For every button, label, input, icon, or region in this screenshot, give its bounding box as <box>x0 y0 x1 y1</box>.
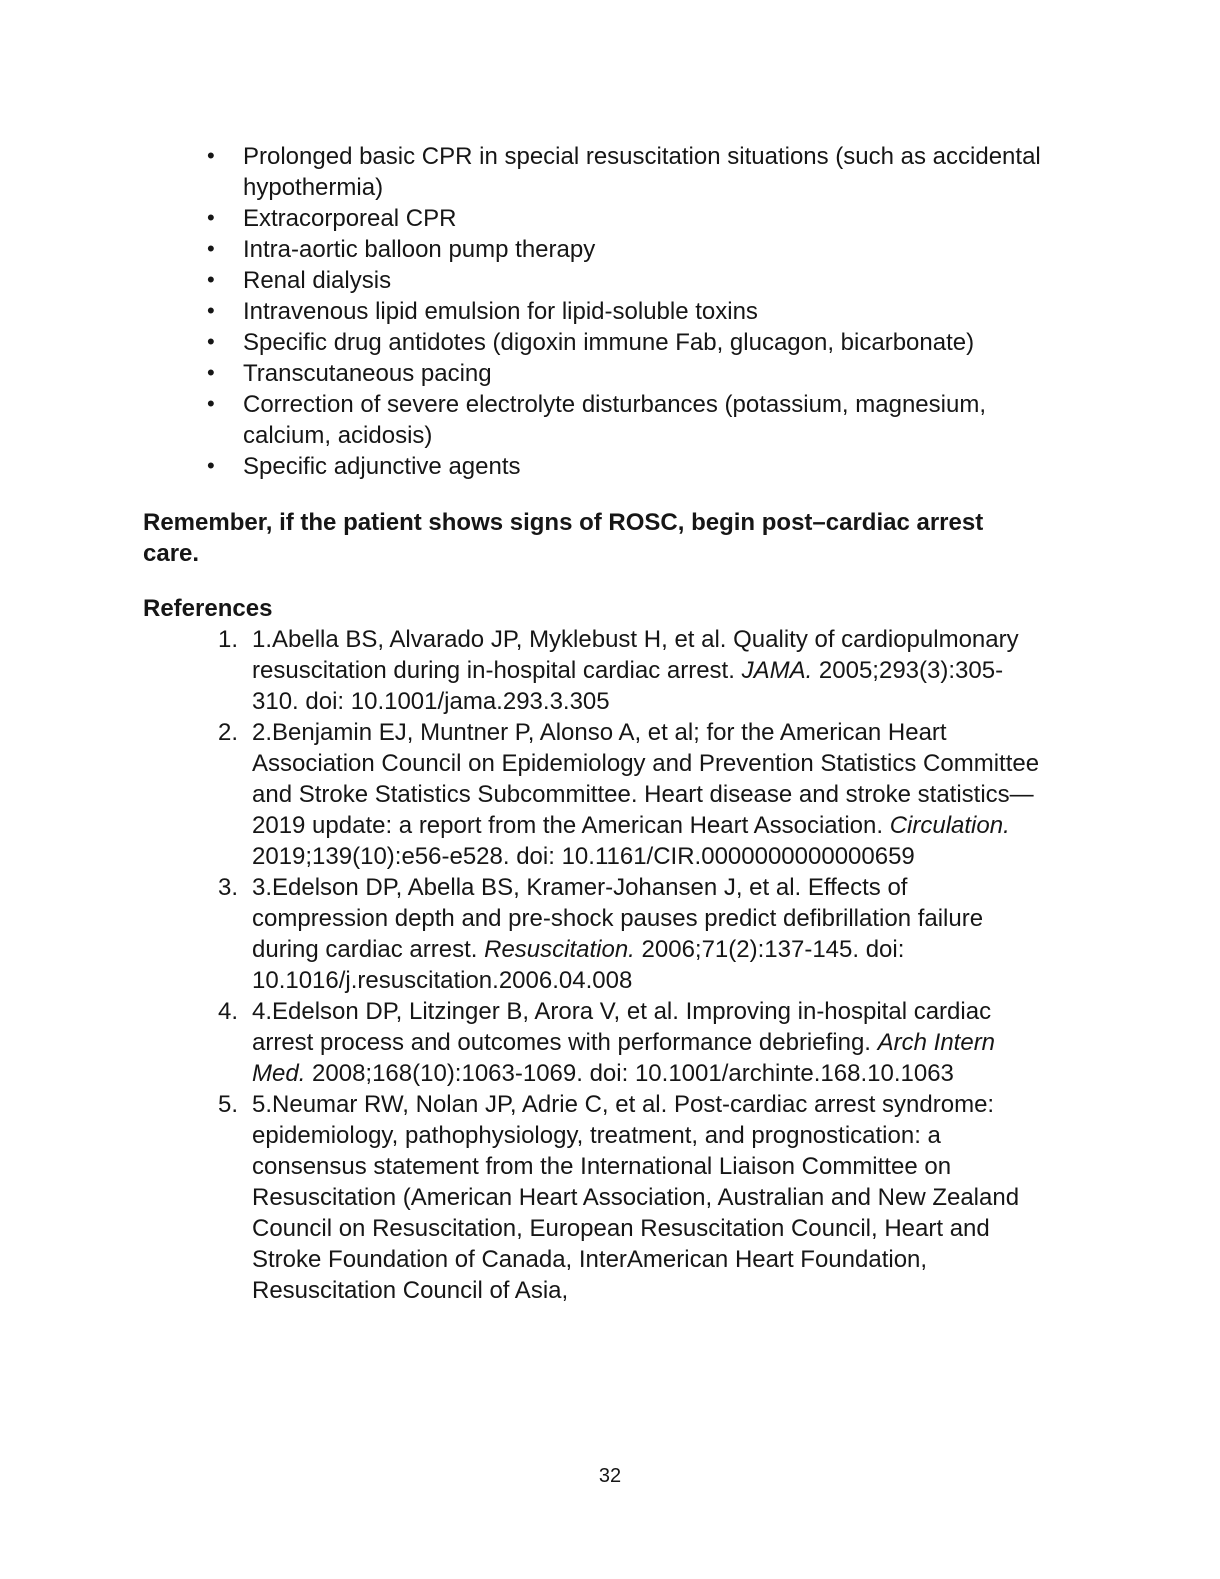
journal-name: JAMA. <box>741 657 813 684</box>
reference-item <box>143 717 1110 872</box>
reference-text <box>252 1089 1042 1306</box>
reference-text <box>252 624 1042 717</box>
reference-item <box>143 1089 1110 1306</box>
reference-text-segment: 2.Benjamin EJ, Muntner P, Alonso A, et al; for the American Heart Association Council on Epidemiology and Prevention Statistics Committee and Stroke Statistics Subcommittee. Heart disease and stroke statistics—2019 update: a report from the American Heart Association. <box>252 719 1040 839</box>
reference-text <box>252 872 1042 996</box>
rosc-note: Remember, if the patient shows signs of ROSC, begin post–cardiac arrest care. <box>143 509 984 567</box>
reference-item <box>143 624 1110 717</box>
adjunct-therapies-list <box>143 141 1058 482</box>
references-list <box>143 624 1110 1306</box>
reference-text-segment: 3.Edelson DP, Abella BS, Kramer-Johansen J, et al. Effects of compression depth and pre-shock pauses predict defibrillation failure during cardiac arrest. <box>252 874 984 963</box>
reference-text-segment: 2019;139(10):e56-e528. doi: 10.1161/CIR.0000000000000659 <box>252 843 915 870</box>
reference-text-segment: 4.Edelson DP, Litzinger B, Arora V, et al. Improving in-hospital cardiac arrest process and outcomes with performance debriefing. <box>252 998 992 1056</box>
reference-text-segment: 2006;71(2):137-145. doi: 10.1016/j.resuscitation.2006.04.008 <box>252 936 905 994</box>
list-item: • Prolonged basic CPR in special resuscitation situations (such as accidental hypothermia) <box>143 141 1053 203</box>
reference-text-segment: 1.Abella BS, Alvarado JP, Myklebust H, et al. Quality of cardiopulmonary resuscitation during in-hospital cardiac arrest. <box>252 626 1019 684</box>
list-item: • Correction of severe electrolyte disturbances (potassium, magnesium, calcium, acidosis) <box>143 389 1053 451</box>
journal-name: Arch Intern Med. <box>252 1029 996 1087</box>
reference-number: 3. <box>218 874 239 901</box>
reference-text-segment: 2008;168(10):1063-1069. doi: 10.1001/archinte.168.10.1063 <box>305 1060 954 1087</box>
reference-number: 1. <box>218 626 239 653</box>
list-item: • Intra-aortic balloon pump therapy <box>143 234 1053 265</box>
reference-text <box>252 717 1042 872</box>
journal-name: Circulation. <box>889 812 1010 839</box>
list-item: • Specific drug antidotes (digoxin immune Fab, glucagon, bicarbonate) <box>143 327 1053 358</box>
list-item: • Intravenous lipid emulsion for lipid-soluble toxins <box>143 296 1053 327</box>
reference-number: 5. <box>218 1091 239 1118</box>
reference-text-segment: 2005;293(3):305-310. doi: 10.1001/jama.293.3.305 <box>252 657 1004 715</box>
journal-name: Resuscitation. <box>484 936 635 963</box>
reference-item <box>143 872 1110 996</box>
reference-text-segment: 5.Neumar RW, Nolan JP, Adrie C, et al. Post-cardiac arrest syndrome: epidemiology, pathophysiology, treatment, and prognostication: a consensus statement from the International Liaison Committee on Resuscitation (American Heart Association, Australian and New Zealand Council on Resuscitation, European Resuscitation Council, Heart and Stroke Foundation of Canada, InterAmerican Heart Foundation, Resuscitation Council of Asia, <box>252 1091 1020 1304</box>
reference-number: 4. <box>218 998 239 1025</box>
references-heading: References <box>143 595 273 622</box>
reference-number: 2. <box>218 719 239 746</box>
page-number: 32 <box>598 1465 622 1487</box>
list-item: • Extracorporeal CPR <box>143 203 1053 234</box>
list-item: • Transcutaneous pacing <box>143 358 1053 389</box>
list-item: • Specific adjunctive agents <box>143 451 1053 482</box>
reference-item <box>143 996 1110 1089</box>
list-item: • Renal dialysis <box>143 265 1053 296</box>
reference-text <box>252 996 1042 1089</box>
